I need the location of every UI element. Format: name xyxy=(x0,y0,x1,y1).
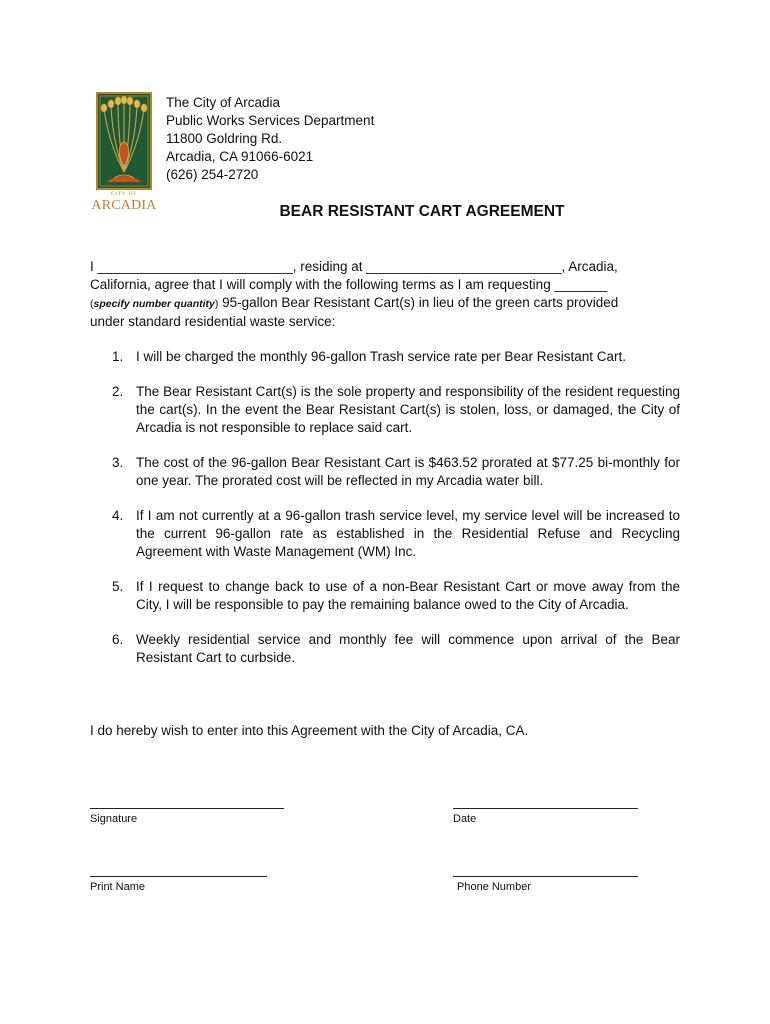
term-text: If I am not currently at a 96-gallon trash service level, my service level will be increased to the current 96-gallon rate as established in the Residential Refuse and Recycling Agreement with Waste Management (WM) Inc. xyxy=(136,508,680,559)
closing-statement: I do hereby wish to enter into this Agreement with the City of Arcadia, CA. xyxy=(90,723,529,738)
specify-quantity-label: specify number quantity xyxy=(93,298,215,310)
logo-city-of-text: CITY OF xyxy=(110,192,138,197)
phone-number-label: Phone Number xyxy=(457,881,531,893)
intro-line-4: under standard residential waste service: xyxy=(90,314,336,329)
term-item xyxy=(90,348,680,366)
signature-line[interactable] xyxy=(90,808,284,809)
print-name-label: Print Name xyxy=(90,881,146,893)
logo-arcadia-text: ARCADIA xyxy=(91,198,157,213)
arcadia-seal-icon xyxy=(96,92,152,190)
intro-line-3: (specify number quantity) 95-gallon Bear Resistant Cart(s) in lieu of the green carts provided xyxy=(90,295,619,310)
address-department: Public Works Services Department xyxy=(166,113,375,128)
term-text: I will be charged the monthly 96-gallon Trash service rate per Bear Resistant Cart. xyxy=(136,349,626,364)
signature-label: Signature xyxy=(90,813,138,825)
terms-list xyxy=(90,348,680,667)
term-text: The cost of the 96-gallon Bear Resistant Cart is $463.52 prorated at $77.25 bi-monthly for one year. The prorated cost will be reflected in my Arcadia water bill. xyxy=(136,455,680,488)
date-line[interactable] xyxy=(453,808,638,809)
address-city-state-zip: Arcadia, CA 91066-6021 xyxy=(166,149,314,164)
term-item xyxy=(90,507,680,561)
phone-number-line[interactable] xyxy=(453,876,638,877)
term-number: 4. xyxy=(112,508,124,523)
term-item xyxy=(90,578,680,614)
address-city: The City of Arcadia xyxy=(166,95,281,110)
date-label: Date xyxy=(453,813,477,825)
term-item xyxy=(90,383,680,437)
term-text: If I request to change back to use of a non-Bear Resistant Cart or move away from the City, I will be responsible to pay the remaining balance owed to the City of Arcadia. xyxy=(136,579,680,612)
intro-line-2: California, agree that I will comply with the following terms as I am requesting _______ xyxy=(90,277,608,292)
term-item xyxy=(90,631,680,667)
address-phone: (626) 254-2720 xyxy=(166,167,259,182)
intro-paragraph xyxy=(90,258,680,331)
term-number: 5. xyxy=(112,579,124,594)
specify-quantity-note: (specify number quantity) xyxy=(90,298,219,310)
term-number: 3. xyxy=(112,455,124,470)
term-number: 2. xyxy=(112,384,124,399)
city-of-arcadia-logo xyxy=(88,92,160,216)
print-name-line[interactable] xyxy=(90,876,267,877)
term-text: The Bear Resistant Cart(s) is the sole property and responsibility of the resident requesting the cart(s). In the event the Bear Resistant Cart(s) is stolen, loss, or damaged, the City of Arcadia is not responsible to replace said cart. xyxy=(136,384,680,435)
document-title: BEAR RESISTANT CART AGREEMENT xyxy=(279,203,565,220)
address-street: 11800 Goldring Rd. xyxy=(166,131,283,146)
term-number: 6. xyxy=(112,632,124,647)
intro-line-1: I __________________________, residing at __________________________, Arcadia, xyxy=(90,259,618,274)
term-item xyxy=(90,454,680,490)
term-text: Weekly residential service and monthly fee will commence upon arrival of the Bear Resistant Cart to curbside. xyxy=(136,632,680,665)
term-number: 1. xyxy=(112,349,124,364)
department-address xyxy=(166,94,374,184)
